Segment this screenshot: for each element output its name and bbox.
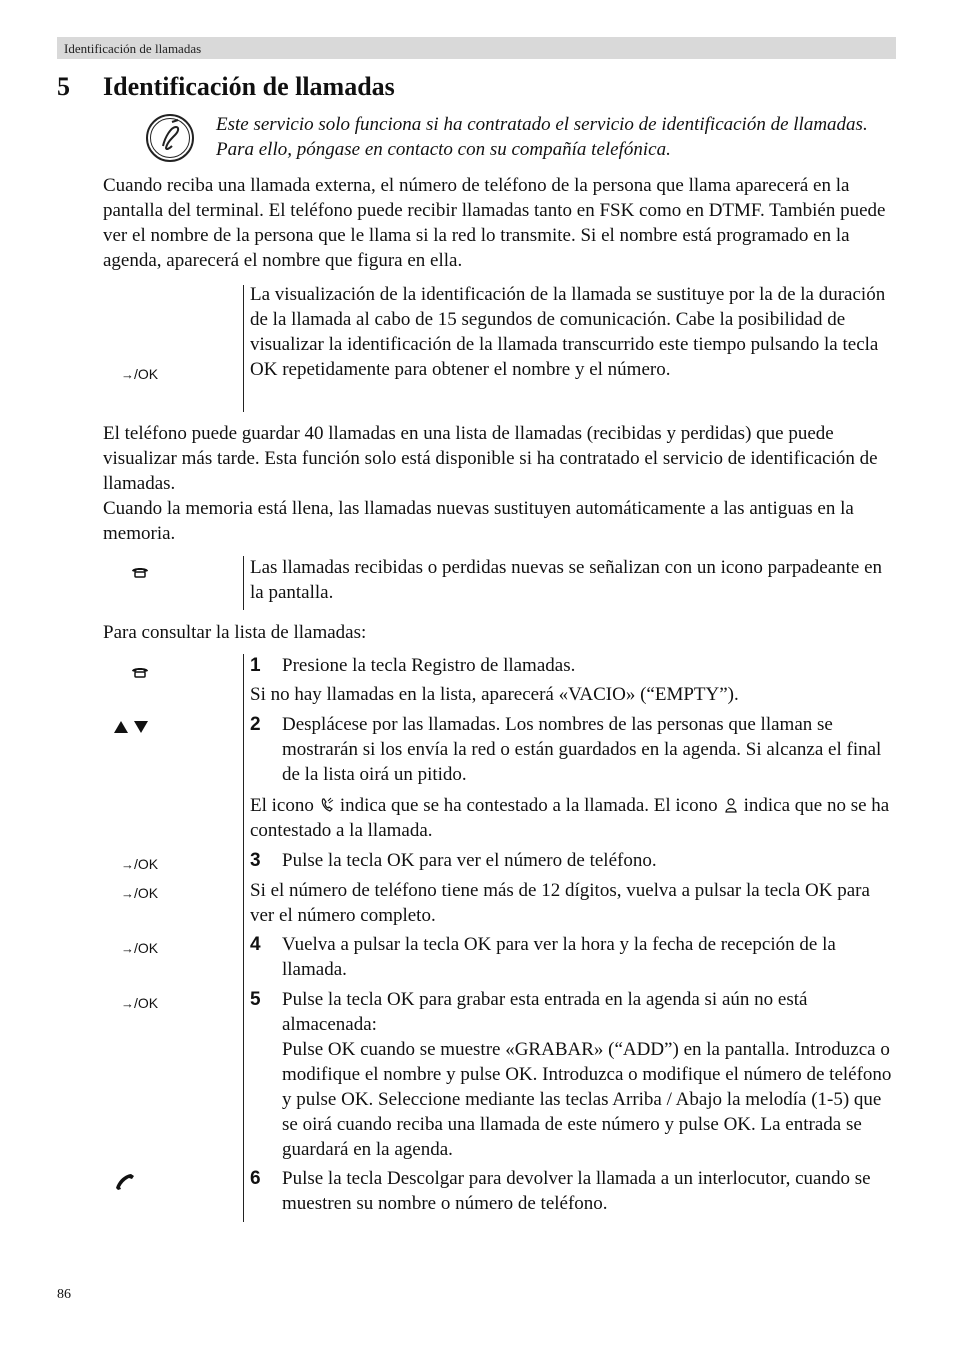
missed-call-icon — [724, 797, 738, 813]
call-log-key-icon — [130, 566, 150, 578]
arrow-enter-icon: → — [121, 367, 134, 382]
info-note-text: Este servicio solo funciona si ha contratado el servicio de identificación de llamadas. Para ello, póngase en contacto con su compañía telefónica. — [216, 114, 868, 160]
display-duration-text: La visualización de la identificación de la llamada se sustituye por la de la duración de la llamada al cabo de 15 segundos de comunicación. Cabe la posibilidad de visualizar la identificación de la llamada transcurrido este tiempo pulsando la tecla OK repetidamente para obtener el nombre y el número. — [250, 284, 886, 380]
step-3-note: Si el número de teléfono tiene más de 12 dígitos, vuelva a pulsar la tecla OK para ver el número completo. — [250, 880, 870, 926]
running-header-title: Identificación de llamadas — [64, 41, 202, 56]
arrow-enter-icon: → — [121, 941, 134, 956]
ok-key-label: →/OK — [121, 995, 159, 1011]
info-note-icon — [145, 113, 195, 163]
step-1-note: Si no hay llamadas en la lista, aparecerá «VACIO» (“EMPTY”). — [250, 684, 739, 705]
ok-key-label: →/OK — [121, 856, 159, 872]
arrow-enter-icon: → — [121, 996, 134, 1011]
section-title: Identificación de llamadas — [103, 72, 395, 101]
blinking-icon-text: Las llamadas recibidas o perdidas nuevas se señalizan con un icono parpadeante en la pantalla. — [250, 557, 883, 603]
ok-key-label: →/OK — [121, 366, 159, 382]
step-2: 2 Desplácese por las llamadas. Los nombres de las personas que llaman se mostrarán si los envía la red o están guardados en la agenda. Si alcanza el final de la lista oirá un pitido. — [250, 714, 882, 785]
paragraph-consult: Para consultar la lista de llamadas: — [103, 622, 367, 643]
section-number: 5 — [57, 72, 70, 101]
page-number: 86 — [57, 1287, 71, 1302]
arrow-enter-icon: → — [121, 886, 134, 901]
step-1: 1 Presione la tecla Registro de llamadas. — [250, 655, 576, 676]
paragraph-list: El teléfono puede guardar 40 llamadas en una lista de llamadas (recibidas y perdidas) que puede visualizar más tarde. Esta función solo está disponible si ha contratado el servicio de identificación de llamadas. — [103, 423, 878, 494]
step-5: 5 Pulse la tecla OK para grabar esta entrada en la agenda si aún no está almacenada: Pulse OK cuando se muestre «GRABAR» (“ADD”) en la pantalla. Introduzca o modifique el nombre y pulse OK. Introduzca o modifique el número de teléfono y pulse OK. Seleccione mediante las teclas Arriba / Abajo la melodía (1-5) que se oirá cuando reciba una llamada de este número y pulse OK. La entrada se guardará en la agenda. — [250, 987, 895, 1162]
margin-rule — [243, 285, 244, 412]
answered-call-icon — [320, 797, 334, 813]
running-header — [57, 37, 896, 59]
ok-key-label: →/OK — [121, 885, 159, 901]
step-3: 3 Pulse la tecla OK para ver el número de teléfono. — [250, 850, 657, 871]
arrow-enter-icon: → — [121, 857, 134, 872]
off-hook-key-icon — [114, 1172, 136, 1190]
ok-key-label: →/OK — [121, 940, 159, 956]
step-6: 6 Pulse la tecla Descolgar para devolver la llamada a un interlocutor, cuando se muestren su nombre o número de teléfono. — [250, 1168, 871, 1214]
step-4: 4 Vuelva a pulsar la tecla OK para ver la hora y la fecha de recepción de la llamada. — [250, 934, 836, 980]
margin-rule — [243, 654, 244, 1222]
section-heading — [57, 72, 395, 102]
step-2-note: El icono indica que se ha contestado a la llamada. El icono indica que no se ha contestado a la llamada. — [250, 795, 890, 841]
call-log-key-icon — [130, 666, 150, 678]
step-5-details: Pulse OK cuando se muestre «GRABAR» (“ADD”) en la pantalla. Introduzca o modifique el nombre y pulse OK. Introduzca o modifique el número de teléfono y pulse OK. Seleccione mediante las teclas Arriba / Abajo la melodía (1-5) que se oirá cuando reciba una llamada de este número y pulse OK. La entrada se guardará en la agenda. — [282, 1039, 892, 1160]
margin-rule — [243, 556, 244, 610]
paragraph-intro: Cuando reciba una llamada externa, el número de teléfono de la persona que llama aparecerá en la pantalla del terminal. El teléfono puede recibir llamadas tanto en FSK como en DTMF. También puede ver el nombre de la persona que le llama si la red lo transmite. Si el nombre está programado en la agenda, aparecerá el nombre que figura en ella. — [103, 175, 886, 271]
up-down-keys-icon — [114, 720, 154, 734]
paragraph-memory: Cuando la memoria está llena, las llamadas nuevas sustituyen automáticamente a las antiguas en la memoria. — [103, 498, 854, 544]
